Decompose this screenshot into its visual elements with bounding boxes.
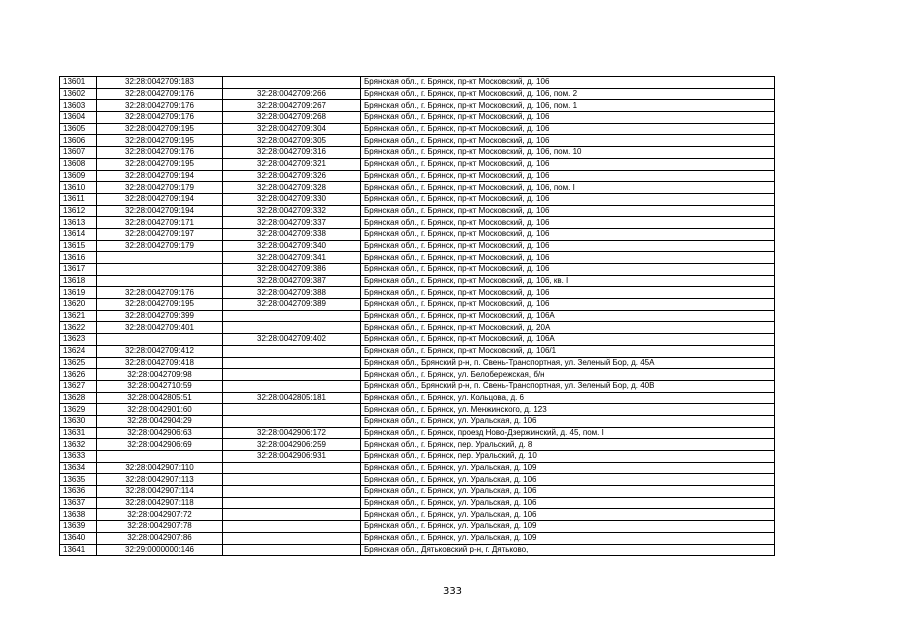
- cell-object-cadastral-number: [223, 380, 361, 392]
- cell-object-cadastral-number: 32:28:0042709:340: [223, 240, 361, 252]
- cell-parcel-cadastral-number: 32:28:0042709:183: [97, 77, 223, 89]
- cell-object-cadastral-number: 32:28:0042709:332: [223, 205, 361, 217]
- cell-row-number: 13632: [60, 439, 97, 451]
- cell-object-cadastral-number: [223, 497, 361, 509]
- cell-parcel-cadastral-number: 32:28:0042709:195: [97, 123, 223, 135]
- cell-object-cadastral-number: [223, 310, 361, 322]
- cell-parcel-cadastral-number: 32:28:0042709:194: [97, 170, 223, 182]
- cell-address: Брянская обл., г. Брянск, пр-кт Московский, д. 106: [361, 205, 775, 217]
- table-row: [60, 299, 775, 311]
- table-row: [60, 357, 775, 369]
- cell-row-number: 13628: [60, 392, 97, 404]
- cell-object-cadastral-number: 32:28:0042709:341: [223, 252, 361, 264]
- cell-row-number: 13622: [60, 322, 97, 334]
- table-row: [60, 264, 775, 276]
- cell-row-number: 13612: [60, 205, 97, 217]
- table-row: [60, 100, 775, 112]
- cell-row-number: 13614: [60, 228, 97, 240]
- cell-parcel-cadastral-number: 32:28:0042907:118: [97, 497, 223, 509]
- cell-address: Брянская обл., г. Брянск, пр-кт Московский, д. 106/1: [361, 345, 775, 357]
- table-row: [60, 474, 775, 486]
- cell-address: Брянская обл., г. Брянск, пр-кт Московский, д. 106: [361, 135, 775, 147]
- table-row: [60, 123, 775, 135]
- cell-parcel-cadastral-number: 32:28:0042709:195: [97, 158, 223, 170]
- registry-table: [59, 76, 775, 556]
- table-row: [60, 462, 775, 474]
- cell-address: Брянская обл., Брянский р-н, п. Свень-Транспортная, ул. Зеленый Бор, д. 45А: [361, 357, 775, 369]
- page-number: 333: [442, 586, 463, 597]
- cell-object-cadastral-number: 32:28:0042709:402: [223, 334, 361, 346]
- cell-parcel-cadastral-number: 32:28:0042907:86: [97, 532, 223, 544]
- table-row: [60, 88, 775, 100]
- table-row: [60, 287, 775, 299]
- cell-object-cadastral-number: [223, 357, 361, 369]
- table-row: [60, 77, 775, 89]
- cell-row-number: 13641: [60, 544, 97, 556]
- table-row: [60, 451, 775, 463]
- cell-row-number: 13607: [60, 147, 97, 159]
- table-row: [60, 380, 775, 392]
- registry-table-body: [60, 77, 775, 556]
- cell-parcel-cadastral-number: 32:28:0042709:176: [97, 287, 223, 299]
- table-row: [60, 521, 775, 533]
- cell-parcel-cadastral-number: 32:28:0042906:63: [97, 427, 223, 439]
- cell-row-number: 13605: [60, 123, 97, 135]
- cell-parcel-cadastral-number: [97, 334, 223, 346]
- cell-parcel-cadastral-number: 32:28:0042709:194: [97, 205, 223, 217]
- table-row: [60, 310, 775, 322]
- cell-address: Брянская обл., г. Брянск, пр-кт Московский, д. 106: [361, 240, 775, 252]
- cell-parcel-cadastral-number: 32:28:0042709:401: [97, 322, 223, 334]
- table-row: [60, 193, 775, 205]
- cell-address: Брянская обл., г. Брянск, пр-кт Московский, д. 106: [361, 123, 775, 135]
- cell-address: Брянская обл., г. Брянск, пр-кт Московский, д. 106А: [361, 334, 775, 346]
- table-row: [60, 135, 775, 147]
- cell-object-cadastral-number: 32:28:0042906:172: [223, 427, 361, 439]
- cell-row-number: 13629: [60, 404, 97, 416]
- cell-object-cadastral-number: 32:28:0042709:386: [223, 264, 361, 276]
- cell-row-number: 13604: [60, 112, 97, 124]
- table-row: [60, 369, 775, 381]
- cell-parcel-cadastral-number: [97, 275, 223, 287]
- cell-address: Брянская обл., г. Брянск, ул. Уральская, д. 106: [361, 486, 775, 498]
- cell-address: Брянская обл., г. Брянск, пр-кт Московский, д. 106: [361, 299, 775, 311]
- cell-address: Брянская обл., г. Брянск, пр-кт Московский, д. 106: [361, 193, 775, 205]
- cell-row-number: 13636: [60, 486, 97, 498]
- cell-address: Брянская обл., г. Брянск, ул. Уральская, д. 106: [361, 415, 775, 427]
- cell-row-number: 13626: [60, 369, 97, 381]
- cell-object-cadastral-number: 32:28:0042709:337: [223, 217, 361, 229]
- cell-address: Брянская обл., г. Брянск, пр-кт Московский, д. 106, кв. I: [361, 275, 775, 287]
- table-row: [60, 158, 775, 170]
- cell-parcel-cadastral-number: 32:28:0042709:179: [97, 240, 223, 252]
- cell-address: Брянская обл., г. Брянск, пер. Уральский, д. 8: [361, 439, 775, 451]
- cell-object-cadastral-number: 32:28:0042709:304: [223, 123, 361, 135]
- cell-parcel-cadastral-number: 32:28:0042709:98: [97, 369, 223, 381]
- cell-row-number: 13606: [60, 135, 97, 147]
- cell-object-cadastral-number: 32:28:0042709:268: [223, 112, 361, 124]
- cell-row-number: 13609: [60, 170, 97, 182]
- table-row: [60, 345, 775, 357]
- cell-object-cadastral-number: [223, 77, 361, 89]
- cell-row-number: 13613: [60, 217, 97, 229]
- cell-address: Брянская обл., г. Брянск, ул. Менжинского, д. 123: [361, 404, 775, 416]
- cell-address: Брянская обл., г. Брянск, ул. Уральская, д. 106: [361, 497, 775, 509]
- cell-object-cadastral-number: 32:28:0042906:931: [223, 451, 361, 463]
- cell-object-cadastral-number: [223, 369, 361, 381]
- cell-parcel-cadastral-number: 32:28:0042709:171: [97, 217, 223, 229]
- cell-row-number: 13637: [60, 497, 97, 509]
- cell-row-number: 13621: [60, 310, 97, 322]
- cell-row-number: 13627: [60, 380, 97, 392]
- cell-parcel-cadastral-number: 32:28:0042709:412: [97, 345, 223, 357]
- cell-object-cadastral-number: 32:28:0042906:259: [223, 439, 361, 451]
- cell-object-cadastral-number: [223, 322, 361, 334]
- cell-parcel-cadastral-number: 32:28:0042805:51: [97, 392, 223, 404]
- cell-address: Брянская обл., г. Брянск, ул. Уральская, д. 109: [361, 462, 775, 474]
- cell-object-cadastral-number: 32:28:0042709:338: [223, 228, 361, 240]
- cell-parcel-cadastral-number: 32:28:0042907:113: [97, 474, 223, 486]
- cell-row-number: 13603: [60, 100, 97, 112]
- cell-address: Брянская обл., г. Брянск, пр-кт Московский, д. 106: [361, 77, 775, 89]
- cell-object-cadastral-number: 32:28:0042709:328: [223, 182, 361, 194]
- cell-parcel-cadastral-number: 32:28:0042709:179: [97, 182, 223, 194]
- cell-address: Брянская обл., г. Брянск, пр-кт Московский, д. 106, пом. 2: [361, 88, 775, 100]
- cell-object-cadastral-number: 32:28:0042709:388: [223, 287, 361, 299]
- cell-row-number: 13638: [60, 509, 97, 521]
- cell-address: Брянская обл., г. Брянск, пр-кт Московский, д. 20А: [361, 322, 775, 334]
- cell-row-number: 13618: [60, 275, 97, 287]
- cell-address: Брянская обл., г. Брянск, пр-кт Московский, д. 106: [361, 158, 775, 170]
- cell-object-cadastral-number: [223, 521, 361, 533]
- cell-row-number: 13631: [60, 427, 97, 439]
- cell-row-number: 13624: [60, 345, 97, 357]
- cell-row-number: 13623: [60, 334, 97, 346]
- cell-row-number: 13611: [60, 193, 97, 205]
- cell-address: Брянская обл., г. Брянск, ул. Уральская, д. 106: [361, 509, 775, 521]
- cell-parcel-cadastral-number: 32:28:0042906:69: [97, 439, 223, 451]
- table-row: [60, 182, 775, 194]
- cell-object-cadastral-number: [223, 486, 361, 498]
- cell-address: Брянская обл., г. Брянск, ул. Уральская, д. 109: [361, 521, 775, 533]
- cell-parcel-cadastral-number: [97, 264, 223, 276]
- cell-parcel-cadastral-number: 32:28:0042709:399: [97, 310, 223, 322]
- cell-address: Брянская обл., г. Брянск, пр-кт Московский, д. 106, пом. 10: [361, 147, 775, 159]
- table-row: [60, 415, 775, 427]
- cell-address: Брянская обл., г. Брянск, пр-кт Московский, д. 106: [361, 252, 775, 264]
- cell-parcel-cadastral-number: 32:28:0042709:176: [97, 100, 223, 112]
- table-row: [60, 334, 775, 346]
- cell-parcel-cadastral-number: 32:28:0042709:176: [97, 88, 223, 100]
- cell-parcel-cadastral-number: 32:28:0042907:110: [97, 462, 223, 474]
- table-row: [60, 252, 775, 264]
- table-row: [60, 427, 775, 439]
- cell-row-number: 13635: [60, 474, 97, 486]
- table-row: [60, 275, 775, 287]
- cell-row-number: 13640: [60, 532, 97, 544]
- cell-row-number: 13625: [60, 357, 97, 369]
- cell-parcel-cadastral-number: 32:28:0042709:195: [97, 135, 223, 147]
- cell-parcel-cadastral-number: 32:28:0042907:78: [97, 521, 223, 533]
- cell-address: Брянская обл., г. Брянск, пр-кт Московский, д. 106: [361, 228, 775, 240]
- cell-object-cadastral-number: [223, 509, 361, 521]
- table-row: [60, 439, 775, 451]
- cell-parcel-cadastral-number: 32:28:0042709:418: [97, 357, 223, 369]
- cell-object-cadastral-number: 32:28:0042709:326: [223, 170, 361, 182]
- table-row: [60, 205, 775, 217]
- table-row: [60, 509, 775, 521]
- cell-row-number: 13615: [60, 240, 97, 252]
- cell-object-cadastral-number: 32:28:0042709:316: [223, 147, 361, 159]
- cell-object-cadastral-number: [223, 415, 361, 427]
- cell-parcel-cadastral-number: 32:28:0042907:72: [97, 509, 223, 521]
- cell-object-cadastral-number: [223, 462, 361, 474]
- cell-parcel-cadastral-number: [97, 252, 223, 264]
- cell-object-cadastral-number: [223, 345, 361, 357]
- cell-parcel-cadastral-number: 32:28:0042709:176: [97, 147, 223, 159]
- cell-object-cadastral-number: 32:28:0042709:387: [223, 275, 361, 287]
- cell-address: Брянская обл., г. Брянск, пр-кт Московский, д. 106А: [361, 310, 775, 322]
- cell-object-cadastral-number: 32:28:0042709:266: [223, 88, 361, 100]
- table-row: [60, 217, 775, 229]
- cell-address: Брянская обл., Брянский р-н, п. Свень-Транспортная, ул. Зеленый Бор, д. 40В: [361, 380, 775, 392]
- cell-object-cadastral-number: 32:28:0042709:321: [223, 158, 361, 170]
- cell-row-number: 13602: [60, 88, 97, 100]
- cell-object-cadastral-number: 32:28:0042709:305: [223, 135, 361, 147]
- cell-address: Брянская обл., г. Брянск, пр-кт Московский, д. 106, пом. I: [361, 182, 775, 194]
- cell-address: Брянская обл., г. Брянск, ул. Белобережская, б/н: [361, 369, 775, 381]
- cell-address: Брянская обл., г. Брянск, пр-кт Московский, д. 106: [361, 264, 775, 276]
- cell-row-number: 13616: [60, 252, 97, 264]
- cell-address: Брянская обл., г. Брянск, пр-кт Московский, д. 106: [361, 170, 775, 182]
- cell-address: Брянская обл., Дятьковский р-н, г. Дятьково,: [361, 544, 775, 556]
- cell-parcel-cadastral-number: 32:28:0042901:60: [97, 404, 223, 416]
- table-row: [60, 147, 775, 159]
- cell-row-number: 13630: [60, 415, 97, 427]
- cell-address: Брянская обл., г. Брянск, проезд Ново-Дзержинский, д. 45, пом. I: [361, 427, 775, 439]
- cell-object-cadastral-number: 32:28:0042709:267: [223, 100, 361, 112]
- cell-object-cadastral-number: 32:28:0042805:181: [223, 392, 361, 404]
- cell-row-number: 13634: [60, 462, 97, 474]
- cell-object-cadastral-number: 32:28:0042709:389: [223, 299, 361, 311]
- cell-row-number: 13620: [60, 299, 97, 311]
- table-row: [60, 404, 775, 416]
- cell-parcel-cadastral-number: 32:28:0042907:114: [97, 486, 223, 498]
- cell-row-number: 13610: [60, 182, 97, 194]
- cell-address: Брянская обл., г. Брянск, ул. Уральская, д. 109: [361, 532, 775, 544]
- cell-row-number: 13617: [60, 264, 97, 276]
- cell-parcel-cadastral-number: 32:28:0042709:195: [97, 299, 223, 311]
- cell-row-number: 13601: [60, 77, 97, 89]
- cell-parcel-cadastral-number: 32:28:0042904:29: [97, 415, 223, 427]
- cell-parcel-cadastral-number: 32:28:0042710:59: [97, 380, 223, 392]
- cell-object-cadastral-number: [223, 404, 361, 416]
- cell-address: Брянская обл., г. Брянск, пр-кт Московский, д. 106: [361, 112, 775, 124]
- table-row: [60, 240, 775, 252]
- cell-parcel-cadastral-number: 32:28:0042709:194: [97, 193, 223, 205]
- table-row: [60, 170, 775, 182]
- table-row: [60, 532, 775, 544]
- table-row: [60, 497, 775, 509]
- table-row: [60, 486, 775, 498]
- table-row: [60, 392, 775, 404]
- cell-object-cadastral-number: [223, 532, 361, 544]
- cell-parcel-cadastral-number: 32:28:0042709:176: [97, 112, 223, 124]
- table-row: [60, 112, 775, 124]
- cell-object-cadastral-number: 32:28:0042709:330: [223, 193, 361, 205]
- cell-address: Брянская обл., г. Брянск, ул. Уральская, д. 106: [361, 474, 775, 486]
- cell-parcel-cadastral-number: 32:28:0042709:197: [97, 228, 223, 240]
- cell-parcel-cadastral-number: 32:29:0000000:146: [97, 544, 223, 556]
- cell-object-cadastral-number: [223, 474, 361, 486]
- cell-address: Брянская обл., г. Брянск, пр-кт Московский, д. 106: [361, 217, 775, 229]
- cell-object-cadastral-number: [223, 544, 361, 556]
- cell-parcel-cadastral-number: [97, 451, 223, 463]
- cell-row-number: 13639: [60, 521, 97, 533]
- cell-row-number: 13633: [60, 451, 97, 463]
- cell-address: Брянская обл., г. Брянск, ул. Кольцова, д. 6: [361, 392, 775, 404]
- table-row: [60, 544, 775, 556]
- cell-address: Брянская обл., г. Брянск, пр-кт Московский, д. 106, пом. 1: [361, 100, 775, 112]
- cell-row-number: 13619: [60, 287, 97, 299]
- cell-address: Брянская обл., г. Брянск, пр-кт Московский, д. 106: [361, 287, 775, 299]
- cell-address: Брянская обл., г. Брянск, пер. Уральский, д. 10: [361, 451, 775, 463]
- cell-row-number: 13608: [60, 158, 97, 170]
- table-row: [60, 228, 775, 240]
- table-row: [60, 322, 775, 334]
